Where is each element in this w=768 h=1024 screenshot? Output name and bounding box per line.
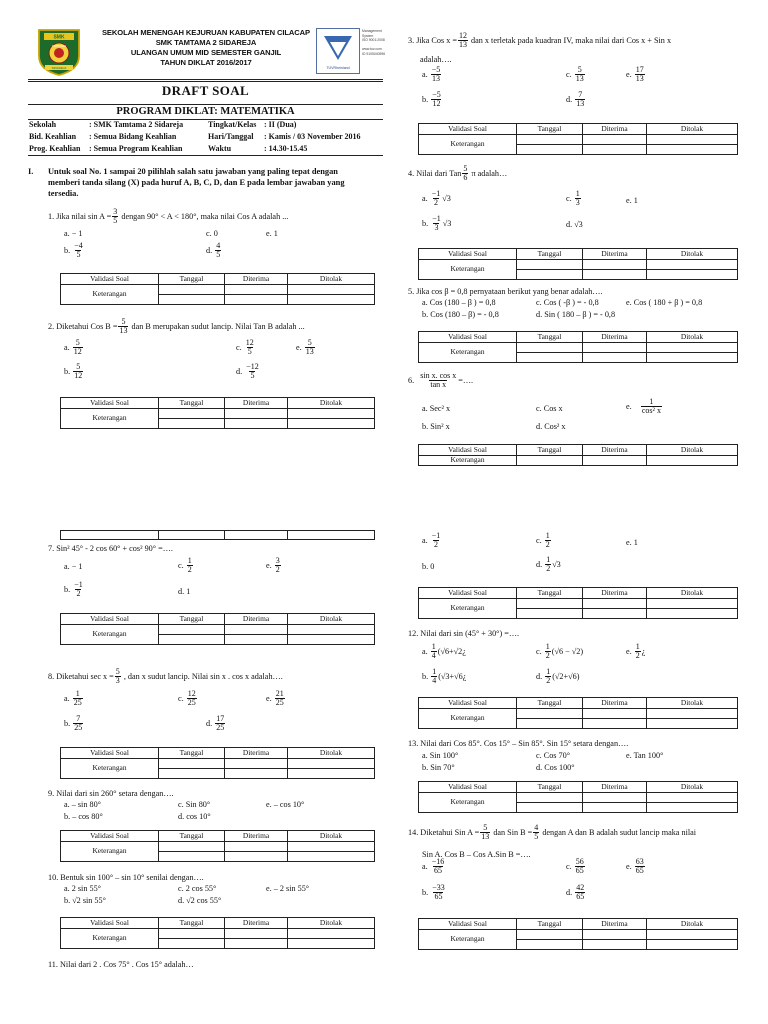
q13-option-c: c. Cos 70° [536, 751, 570, 760]
program-title: PROGRAM DIKLAT: MATEMATIKA [28, 104, 383, 120]
info-value-waktu: : 14.30-15.45 [264, 144, 308, 153]
info-rule [28, 155, 383, 156]
q13-option-e: e. Tan 100° [626, 751, 664, 760]
q3-option-c: c. $\frac{5}{13}$ [566, 65, 584, 84]
validation-table: Validasi Soal Tanggal Diterima Ditolak Keterangan [60, 747, 375, 779]
q1-option-e: e. 1 [266, 229, 278, 238]
q12-option-c: c. $\frac{1}{2}$ (√6 − √2) [536, 642, 584, 661]
validation-table: Validasi Soal Tanggal Diterima Ditolak Keterangan [418, 331, 738, 363]
validation-table: Validasi Soal Tanggal Diterima Ditolak Keterangan [60, 397, 375, 429]
school-logo [36, 26, 82, 76]
info-label-program: Prog. Keahlian [29, 144, 81, 153]
q4-option-a: a. $\frac{-1}{2}$ √3 [422, 189, 451, 208]
validation-table: Validasi Soal Tanggal Diterima Ditolak Keterangan [418, 123, 738, 155]
q14-option-c: c. $\frac{56}{65}$ [566, 857, 584, 876]
q4-option-c: c. $\frac{1}{3}$ [566, 189, 580, 208]
school-header [96, 28, 316, 68]
q7-option-a: a. − 1 [64, 562, 83, 571]
q10-option-c: c. 2 cos 55° [178, 884, 217, 893]
q5-option-d: d. Sin ( 180 – β ) = - 0,8 [536, 310, 616, 319]
q6-option-d: d. Cos² x [536, 422, 566, 431]
validation-table: Validasi Soal Tanggal Diterima Ditolak Keterangan [60, 830, 375, 862]
question-13: 13. Nilai dari Cos 85°. Cos 15° – Sin 85°. Sin 15° setara dengan…. [408, 739, 629, 748]
q3-option-e: e. $\frac{17}{13}$ [626, 65, 644, 84]
q3-option-a: a. $\frac{-5}{13}$ [422, 65, 441, 84]
info-value-hari: : Kamis / 03 November 2016 [264, 132, 361, 141]
q4-option-d: d. √3 [566, 220, 583, 229]
q5-option-b: b. Cos (180 – β) = - 0,8 [422, 310, 499, 319]
instruction-text: Untuk soal No. 1 sampai 20 pilihlah salah satu jawaban yang paling tepat dengan memberi tanda silang (X) pada huruf A, B, C, D, dan E pada lembar jawaban yang tersedia. [48, 167, 345, 198]
q6-option-a: a. Sec² x [422, 404, 451, 413]
q9-option-a: a. – sin 80° [64, 800, 101, 809]
question-10: 10. Bentuk sin 100° – sin 10° senilai dengan…. [48, 873, 204, 882]
q7r-option-b: b. 0 [422, 562, 435, 571]
q7r-option-c: c. $\frac{1}{2}$ [536, 531, 550, 550]
validation-table: Validasi Soal Tanggal Diterima Ditolak Keterangan [418, 444, 738, 466]
q10-option-b: b. √2 sin 55° [64, 896, 106, 905]
q2-option-d: d. $\frac{-12}{5}$ [236, 362, 259, 381]
q14-option-b: b. $\frac{-33}{65}$ [422, 883, 445, 902]
validation-table: Validasi Soal Tanggal Diterima Ditolak Keterangan [60, 273, 375, 305]
validation-table: Validasi Soal Tanggal Diterima Ditolak Keterangan [418, 781, 738, 813]
question-4: 4. Nilai dari Tan $\frac{5}{6}$ π adalah… [408, 164, 508, 183]
q9-option-b: b. – cos 80° [64, 812, 103, 821]
validation-table: Validasi Soal Tanggal Diterima Ditolak Keterangan [60, 613, 375, 645]
q3-option-b: b. $\frac{-5}{12}$ [422, 90, 441, 109]
validation-table: Validasi Soal Tanggal Diterima Ditolak Keterangan [418, 697, 738, 729]
info-label-tingkat: Tingkat/Kelas [208, 120, 257, 129]
q12-option-e: e. $\frac{1}{2}$ ¿ [626, 642, 646, 661]
header-rule [28, 79, 383, 82]
q13-option-b: b. Sin 70° [422, 763, 455, 772]
q7r-option-e: e. 1 [626, 538, 638, 547]
question-9: 9. Nilai dari sin 260° setara dengan…. [48, 789, 174, 798]
q8-option-c: c. $\frac{12}{25}$ [178, 689, 196, 708]
section-number: I. [28, 167, 34, 176]
q14-option-d: d. $\frac{42}{65}$ [566, 883, 585, 902]
q5-option-e: e. Cos ( 180 + β ) = 0,8 [626, 298, 703, 307]
iso-certification-logo [316, 28, 360, 74]
q8-option-e: e. $\frac{21}{25}$ [266, 689, 284, 708]
school-header-line: SEKOLAH MENENGAH KEJURUAN KABUPATEN CILACAP [101, 28, 311, 37]
q1-option-a: a. − 1 [64, 229, 83, 238]
q1-option-c: c. 0 [206, 229, 218, 238]
q2-option-c: c. $\frac{12}{5}$ [236, 338, 254, 357]
q14-option-a: a. $\frac{-16}{65}$ [422, 857, 445, 876]
school-header-line: ULANGAN UMUM MID SEMESTER GANJIL [130, 48, 282, 58]
q3-option-d: d. $\frac{7}{13}$ [566, 90, 585, 109]
svg-text:TAMTAMA: TAMTAMA [51, 44, 67, 48]
question-3-line2: adalah…. [420, 55, 452, 64]
q10-option-e: e. – 2 sin 55° [266, 884, 310, 893]
school-header-line: SMK TAMTAMA 2 SIDAREJA [155, 38, 257, 48]
q10-option-a: a. 2 sin 55° [64, 884, 101, 893]
school-header-line: TAHUN DIKLAT 2016/2017 [160, 58, 252, 68]
validation-table: Validasi Soal Tanggal Diterima Ditolak Keterangan [418, 248, 738, 280]
info-label-bidang: Bid. Keahlian [29, 132, 77, 141]
q7-option-e: e. $\frac{3}{2}$ [266, 556, 280, 575]
question-5: 5. Jika cos β = 0,8 pernyataan berikut yang benar adalah…. [408, 287, 603, 296]
q6-option-c: c. Cos x [536, 404, 563, 413]
q13-option-a: a. Sin 100° [422, 751, 459, 760]
q12-option-d: d. $\frac{1}{2}$ (√2+√6) [536, 667, 580, 686]
question-12: 12. Nilai dari sin (45° + 30°) =…. [408, 629, 520, 638]
info-value-tingkat: : II (Dua) [264, 120, 297, 129]
question-2: 2. Diketahui Cos B = $\frac{5}{13}$ dan B merupakan sudut lancip. Nilai Tan B adalah ... [48, 317, 305, 336]
q8-option-d: d. $\frac{17}{25}$ [206, 714, 225, 733]
info-label-hari: Hari/Tanggal [208, 132, 254, 141]
q7r-option-d: d. $\frac{1}{2}$ √3 [536, 555, 561, 574]
info-label-sekolah: Sekolah [29, 120, 57, 129]
question-14-line2: Sin A. Cos B – Cos A.Sin B =…. [422, 850, 531, 859]
validation-table: Validasi Soal Tanggal Diterima Ditolak Keterangan [418, 587, 738, 619]
info-label-waktu: Waktu [208, 144, 232, 153]
q8-option-b: b. $\frac{7}{25}$ [64, 714, 83, 733]
q6-option-e: e. $\frac{1}{\text{cos² x}}$ [626, 397, 661, 416]
q14-option-e: e. $\frac{63}{65}$ [626, 857, 644, 876]
svg-text:TÜVRheinland: TÜVRheinland [326, 66, 350, 70]
q7-option-d: d. 1 [178, 587, 191, 596]
q13-option-d: d. Cos 100° [536, 763, 575, 772]
q6-option-b: b. Sin² x [422, 422, 450, 431]
question-1: 1. Jika nilai sin A = $\frac{3}{5}$ dengan 90° < A < 180°, maka nilai Cos A adalah ... [48, 207, 289, 226]
validation-table: Validasi Soal Tanggal Diterima Ditolak Keterangan [418, 918, 738, 950]
question-14: 14. Diketahui Sin A = $\frac{5}{13}$ dan Sin B = $\frac{4}{5}$ dengan A dan B adalah sudut lancip maka nilai [408, 823, 697, 842]
q10-option-d: d. √2 cos 55° [178, 896, 222, 905]
info-value-bidang: : Semua Bidang Keahlian [89, 132, 177, 141]
draft-title: DRAFT SOAL [161, 83, 250, 98]
q12-option-b: b. $\frac{1}{4}$ (√3+√6¿ [422, 667, 467, 686]
q4-option-b: b. $\frac{-1}{3}$ √3 [422, 214, 452, 233]
q2-option-b: b. $\frac{5}{12}$ [64, 362, 83, 381]
q7-option-b: b. $\frac{-1}{2}$ [64, 580, 83, 599]
q5-option-a: a. Cos (180 – β ) = 0,8 [422, 298, 496, 307]
q9-option-e: e. – cos 10° [266, 800, 305, 809]
question-8: 8. Diketahui sec x = $\frac{5}{3}$ , dan x sudut lancip. Nilai sin x . cos x adalah…. [48, 667, 283, 686]
q1-option-d: d. $\frac{4}{5}$ [206, 241, 221, 260]
validation-table-fragment [60, 530, 375, 540]
q8-option-a: a. $\frac{1}{25}$ [64, 689, 82, 708]
q7-option-c: c. $\frac{1}{2}$ [178, 556, 192, 575]
q7r-option-a: a. $\frac{-1}{2}$ [422, 531, 441, 550]
q1-option-b: b. $\frac{-4}{5}$ [64, 241, 83, 260]
q4-option-e: e. 1 [626, 196, 638, 205]
question-6: 6. $\frac{\text{sin x. cos x}}{\text{tan x}}$ =…. [408, 371, 474, 390]
info-value-program: : Semua Program Keahlian [89, 144, 183, 153]
q2-option-a: a. $\frac{5}{12}$ [64, 338, 82, 357]
svg-text:SMK: SMK [53, 34, 65, 41]
q12-option-a: a. $\frac{1}{4}$ (√6+√2¿ [422, 642, 466, 661]
q2-option-e: e. $\frac{5}{13}$ [296, 338, 314, 357]
iso-certification-text: Management System ISO 9001:2008 www.tuv.com ID 9105040596 [362, 29, 386, 56]
info-value-sekolah: : SMK Tamtama 2 Sidareja [89, 120, 184, 129]
question-7: 7. Sin² 45° - 2 cos 60° + cos² 90° =…. [48, 544, 173, 553]
validation-table: Validasi Soal Tanggal Diterima Ditolak Keterangan [60, 917, 375, 949]
question-3: 3. Jika Cos x = $\frac{12}{13}$ dan x terletak pada kuadran IV, maka nilai dari Cos x + Sin x [408, 31, 672, 50]
svg-text:SIDAREJA: SIDAREJA [51, 66, 67, 70]
question-11: 11. Nilai dari 2 . Cos 75° . Cos 15° adalah… [48, 960, 194, 969]
q9-option-d: d. cos 10° [178, 812, 211, 821]
q5-option-c: c. Cos ( -β ) = - 0,8 [536, 298, 599, 307]
q9-option-c: c. Sin 80° [178, 800, 211, 809]
